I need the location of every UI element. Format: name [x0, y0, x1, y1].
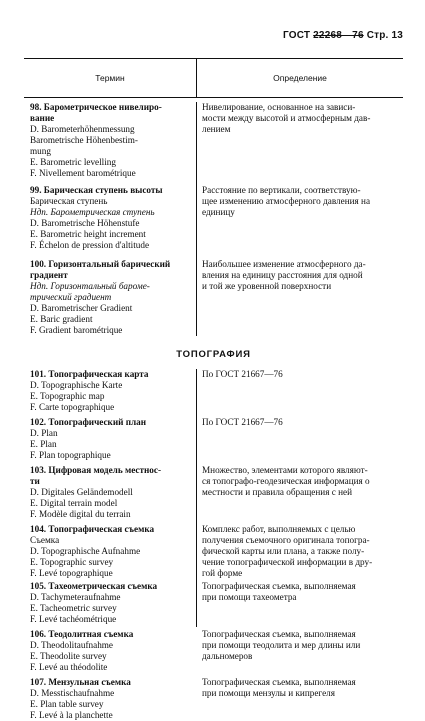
definition-line: фической карты или плана, а также полу-: [202, 546, 365, 556]
term-entry: [24, 524, 403, 579]
term-line: 100. Горизонтальный барический: [30, 259, 171, 269]
definition-line: гой форме: [202, 568, 243, 578]
definition-cell: [196, 102, 403, 179]
page-number: Стр. 13: [366, 30, 403, 41]
definition-line: Наибольшее изменение атмосферного да-: [202, 259, 366, 269]
term-line: D. Plan: [30, 428, 58, 438]
term-line: E. Topographic map: [30, 391, 105, 401]
definition-line: Топографическая съемка, выполняемая: [202, 581, 356, 591]
term-line: E. Baric gradient: [30, 314, 93, 324]
term-line: F. Levé à la planchette: [30, 710, 113, 720]
definition-line: По ГОСТ 21667—76: [202, 417, 283, 427]
term-entry: [24, 102, 403, 179]
term-cell: [24, 629, 196, 673]
definition-line: единицу: [202, 207, 235, 217]
term-line: D. Topographische Aufnahme: [30, 546, 141, 556]
term-line: Барическая ступень: [30, 196, 108, 206]
term-line: 102. Топографический план: [30, 417, 147, 427]
term-line: E. Topographic survey: [30, 557, 114, 567]
term-line: 103. Цифровая модель местнос-: [30, 465, 162, 475]
term-line: 105. Тахеометрическая съемка: [30, 581, 158, 591]
term-line: трический градиент: [30, 292, 112, 302]
definition-line: при помощи теодолита и мер длины или: [202, 640, 361, 650]
definition-line: Комплекс работ, выполняемых с целью: [202, 524, 356, 534]
term-line: E. Barometric levelling: [30, 157, 116, 167]
term-line: E. Plan table survey: [30, 699, 104, 709]
table-header: [24, 59, 403, 98]
definition-cell: [196, 185, 403, 251]
entries-bottom: [24, 369, 403, 721]
definition-line: Топографическая съемка, выполняемая: [202, 677, 356, 687]
definition-line: получения съемочного оригинала топогра-: [202, 535, 370, 545]
definition-cell: [196, 417, 403, 461]
term-line: F. Carte topographique: [30, 402, 115, 412]
term-entry: [24, 465, 403, 520]
term-line: D. Barometrischer Gradient: [30, 303, 133, 313]
term-line: F. Levé au théodolite: [30, 662, 108, 672]
term-entry: [24, 629, 403, 673]
entries-top: [24, 102, 403, 336]
term-line: F. Échelon de pression d'altitude: [30, 240, 150, 250]
definition-cell: [196, 581, 403, 625]
term-line: 104. Топографическая съемка: [30, 524, 155, 534]
term-line: вание: [30, 113, 55, 123]
term-cell: [24, 185, 196, 251]
term-line: ти: [30, 476, 40, 486]
term-line: 101. Топографическая карта: [30, 369, 149, 379]
term-line: 106. Теодолитная съемка: [30, 629, 134, 639]
definition-line: чение топографической информации в дру-: [202, 557, 373, 567]
definition-line: при помощи мензулы и кипрегеля: [202, 688, 335, 698]
term-entry: [24, 581, 403, 625]
term-line: Съемка: [30, 535, 60, 545]
term-line: D. Theodolitaufnahme: [30, 640, 114, 650]
definition-line: местности и правила обращения с ней: [202, 487, 353, 497]
term-line: D. Topographische Karte: [30, 380, 123, 390]
term-line: F. Modèle digital du terrain: [30, 509, 131, 519]
definition-line: щее изменению атмосферного давления на: [202, 196, 371, 206]
definition-cell: [196, 465, 403, 520]
term-entry: [24, 185, 403, 251]
definition-cell: [196, 677, 403, 721]
table-body: [24, 102, 403, 721]
term-line: D. Barometerhöhenmessung: [30, 124, 135, 134]
term-line: Barometrische Höhenbestim-: [30, 135, 138, 145]
definition-line: мости между высотой и атмосферным дав-: [202, 113, 371, 123]
term-line: E. Plan: [30, 439, 57, 449]
term-entry: [24, 417, 403, 461]
term-line: mung: [30, 146, 51, 156]
definition-line: Топографическая съемка, выполняемая: [202, 629, 356, 639]
term-line: Ндп. Барометрическая ступень: [30, 207, 155, 217]
term-entry: [24, 677, 403, 721]
term-cell: [24, 102, 196, 179]
definition-column-header: Определение: [273, 73, 327, 83]
term-line: F. Levé topographique: [30, 568, 113, 578]
term-line: E. Barometric height increment: [30, 229, 146, 239]
term-line: 107. Мензульная съемка: [30, 677, 131, 687]
term-column-header: Термин: [24, 59, 197, 97]
definition-line: при помощи тахеометра: [202, 592, 297, 602]
term-line: 99. Барическая ступень высоты: [30, 185, 163, 195]
term-cell: [24, 417, 196, 461]
term-line: 98. Барометрическое нивелиро-: [30, 102, 162, 112]
term-line: F. Nivellement barométrique: [30, 168, 136, 178]
term-line: E. Tacheometric survey: [30, 603, 117, 613]
definition-line: ся топографо-геодезическая информация о: [202, 476, 370, 486]
term-line: E. Digital terrain model: [30, 498, 118, 508]
term-line: градиент: [30, 270, 68, 280]
definition-line: Нивелирование, основанное на зависи-: [202, 102, 356, 112]
term-line: Ндп. Горизонтальный бароме-: [30, 281, 150, 291]
term-cell: [24, 524, 196, 579]
definition-line: вления на единицу расстояния для одной: [202, 270, 363, 280]
term-cell: [24, 369, 196, 413]
term-line: F. Levé tachéométrique: [30, 614, 117, 624]
term-line: F. Plan topographique: [30, 450, 111, 460]
definition-line: Множество, элементами которого являют-: [202, 465, 368, 475]
term-cell: [24, 465, 196, 520]
definition-cell: [196, 369, 403, 413]
definition-cell: [196, 629, 403, 673]
term-cell: [24, 259, 196, 336]
term-line: D. Messtischaufnahme: [30, 688, 115, 698]
definition-line: дальномеров: [202, 651, 253, 661]
definition-line: и той же уровенной поверхности: [202, 281, 332, 291]
term-line: E. Theodolite survey: [30, 651, 107, 661]
section-title: ТОПОГРАФИЯ: [24, 336, 403, 369]
definition-line: По ГОСТ 21667—76: [202, 369, 283, 379]
term-entry: [24, 369, 403, 413]
standard-number: 22268—76: [313, 30, 364, 41]
definition-line: лением: [202, 124, 231, 134]
term-line: D. Barometrische Höhenstufe: [30, 218, 140, 228]
term-cell: [24, 677, 196, 721]
gost-label: ГОСТ: [282, 30, 311, 41]
term-cell: [24, 581, 196, 625]
definition-cell: [196, 524, 403, 579]
terms-table: [24, 58, 403, 721]
page-header: [283, 30, 403, 41]
term-entry: [24, 259, 403, 336]
term-line: D. Digitales Geländemodell: [30, 487, 133, 497]
term-line: D. Tachymeteraufnahme: [30, 592, 121, 602]
definition-cell: [196, 259, 403, 336]
definition-line: Расстояние по вертикали, соответствую-: [202, 185, 361, 195]
term-line: F. Gradient barométrique: [30, 325, 123, 335]
